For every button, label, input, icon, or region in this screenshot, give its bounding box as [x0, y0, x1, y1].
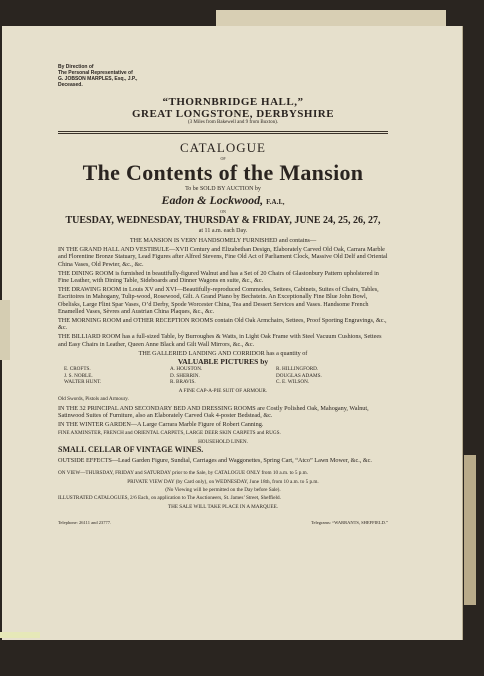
direction-line: The Personal Representative of: [58, 70, 133, 76]
wine-cellar-line: SMALL CELLAR OF VINTAGE WINES.: [58, 445, 204, 455]
winter-garden-line: IN THE WINTER GARDEN—A Large Carrara Marble Figure of Robert Canning.: [58, 421, 264, 429]
sale-dates: TUESDAY, WEDNESDAY, THURSDAY & FRIDAY, JUNE 24, 25, 26, 27,: [65, 215, 381, 226]
intro-line: THE MANSION IS VERY HANDSOMELY FURNISHED and contains—: [129, 237, 317, 244]
morning-room-paragraph: THE MORNING ROOM and OTHER RECEPTION ROOMS contain Old Oak Armchairs, Settees, Proof Sporting Engravings, &c., &c.: [58, 317, 387, 332]
illustrated-catalogues-line: ILLUSTRATED CATALOGUES, 2/6 Each, on application to The Auctioneers, St. James’ Street, Sheffield.: [58, 495, 281, 502]
marquee-line: THE SALE WILL TAKE PLACE IN A MARQUEE.: [167, 503, 279, 510]
artist-name: R. BRAVIS.: [170, 379, 196, 386]
auctioneer-suffix: F.A.I.,: [266, 198, 285, 206]
direction-block: [58, 64, 178, 88]
torn-paper-left: [0, 300, 10, 360]
private-view-line: PRIVATE VIEW DAY (by Card only), on WEDNESDAY, June 18th, from 10 a.m. to 5 p.m.: [127, 478, 319, 485]
paper-scrap-right: [464, 455, 476, 605]
artist-name: C. E. WILSON.: [276, 379, 310, 386]
sale-time: at 11 a.m. each Day.: [198, 228, 248, 234]
artist-name: A. HOUSTON.: [170, 366, 203, 373]
direction-line: Deceased.: [58, 82, 83, 88]
catalogue-text: [58, 64, 388, 525]
hall-location: GREAT LONGSTONE, DERBYSHIRE: [131, 108, 335, 120]
artist-list: [58, 366, 388, 386]
of-label: OF: [220, 156, 226, 161]
direction-line: By Direction of: [58, 64, 94, 70]
telegrams-line: Telegrams: “WARRANTS, SHEFFIELD.”: [311, 520, 388, 526]
no-viewing-line: (No Viewing will be permitted on the Day before Sale).: [165, 487, 281, 494]
dining-room-paragraph: THE DINING ROOM is furnished in beautifully-figured Walnut and has a Set of 20 Chairs of Glastonbury Pattern upholstered in Fine Leather, with Dining Table, Sideboards and Dinner Wagons en suite, &c., &c.: [58, 269, 379, 285]
main-title: The Contents of the Mansion: [82, 160, 364, 185]
billiard-room-paragraph: THE BILLIARD ROOM has a full-sized Table, by Burroughes & Watts, in Light Oak Frame with Steel Vacuum Cushions, Settees and Easy Chairs in Leather, Queen Anne Black and Gilt Wall Mirrors, &c., &c.: [58, 333, 382, 348]
telephone-line: Telephone: 26111 and 23777.: [58, 520, 112, 526]
on-view-line: ON VIEW—THURSDAY, FRIDAY and SATURDAY prior to the Sale, by CATALOGUE ONLY from 10 a.m. to 5 p.m.: [58, 470, 309, 477]
artist-name: D. SHERRIN.: [170, 372, 200, 379]
outside-effects-paragraph: OUTSIDE EFFECTS—Lead Garden Figure, Sundial, Carriages and Waggonettes, Spring Cart, “Atco” Lawn Mower, &c., &c.: [58, 457, 372, 465]
carpets-line: FINE AXMINSTER, FRENCH and ORIENTAL CARPETS, LARGE DEER SKIN CARPETS and RUGS.: [58, 430, 281, 437]
divider: [58, 131, 388, 132]
artist-name: R. HILLINGFORD.: [276, 366, 319, 373]
linen-line: HOUSEHOLD LINEN.: [198, 438, 248, 445]
catalogue-heading: CATALOGUE: [180, 140, 266, 155]
bedrooms-paragraph: IN THE 32 PRINCIPAL AND SECONDARY BED AND DRESSING ROOMS are Costly Polished Oak, Mahogany, Walnut, Satinwood Suites of Furniture, also an Elaborately Carved Oak 4-poster Bedstead, &c.: [58, 404, 369, 419]
swords-line: Old Swords, Pistols and Armoury.: [58, 396, 129, 403]
drawing-room-paragraph: THE DRAWING ROOM in Louis XV and XVI—Beautifully-reproduced Commodes, Settees, Cabinets, Suites of Chairs, Tables, Escritoires in Mahogany, Tulip-wood, Rosewood, Gilt. A Grand Piano by Bechstein. An Exceptionally Fine Blue John Bowl, Obelisks, Large Flint Spar Vases, O’d Derby, Spode Worcester China, Tea and Dessert Services and Vases. Handsome French Enamelled Vases, Sèvres and Austrian China Plaques, &c., &c.: [58, 286, 379, 315]
artist-name: WALTER HUNT.: [64, 379, 102, 386]
on-label: ON: [220, 209, 226, 214]
artist-name: E. CROFTS.: [64, 366, 91, 373]
auctioneer-name-text: Eadon & Lockwood,: [161, 193, 264, 207]
contact-footer: [58, 520, 388, 525]
armour-line: A FINE CAP-A-PIE SUIT OF ARMOUR.: [178, 387, 268, 394]
distance-note: (3 Miles from Bakewell and 9 from Buxton).: [188, 120, 278, 125]
yellow-tab: [0, 632, 40, 638]
sold-by-line: To be SOLD BY AUCTION by: [185, 186, 261, 192]
hall-name: “THORNBRIDGE HALL,”: [162, 96, 304, 108]
artist-name: DOUGLAS ADAMS.: [276, 372, 322, 379]
direction-line: G. JOBSON MARPLES, Esq., J.P.,: [58, 76, 138, 82]
valuable-pictures-heading: VALUABLE PICTURES by: [177, 357, 269, 367]
auctioneer-name: [58, 193, 388, 209]
galleried-landing-line: THE GALLERIED LANDING AND CORRIDOR has a quantity of: [138, 349, 308, 357]
divider: [58, 133, 388, 134]
artist-name: J. S. NOBLE.: [64, 372, 93, 379]
grand-hall-paragraph: IN THE GRAND HALL AND VESTIBULE—XVII Century and Elizabethan Design, Elaborately Carved Old Oak, Carrara Marble and Florentine Bronze Statuary, Lead Figures after Alfred Stevens, Fine Old Act of Parliament Clock, Massive Old Delf and Oriental China Vases, Old Pewter, &c., &c.: [58, 246, 388, 268]
